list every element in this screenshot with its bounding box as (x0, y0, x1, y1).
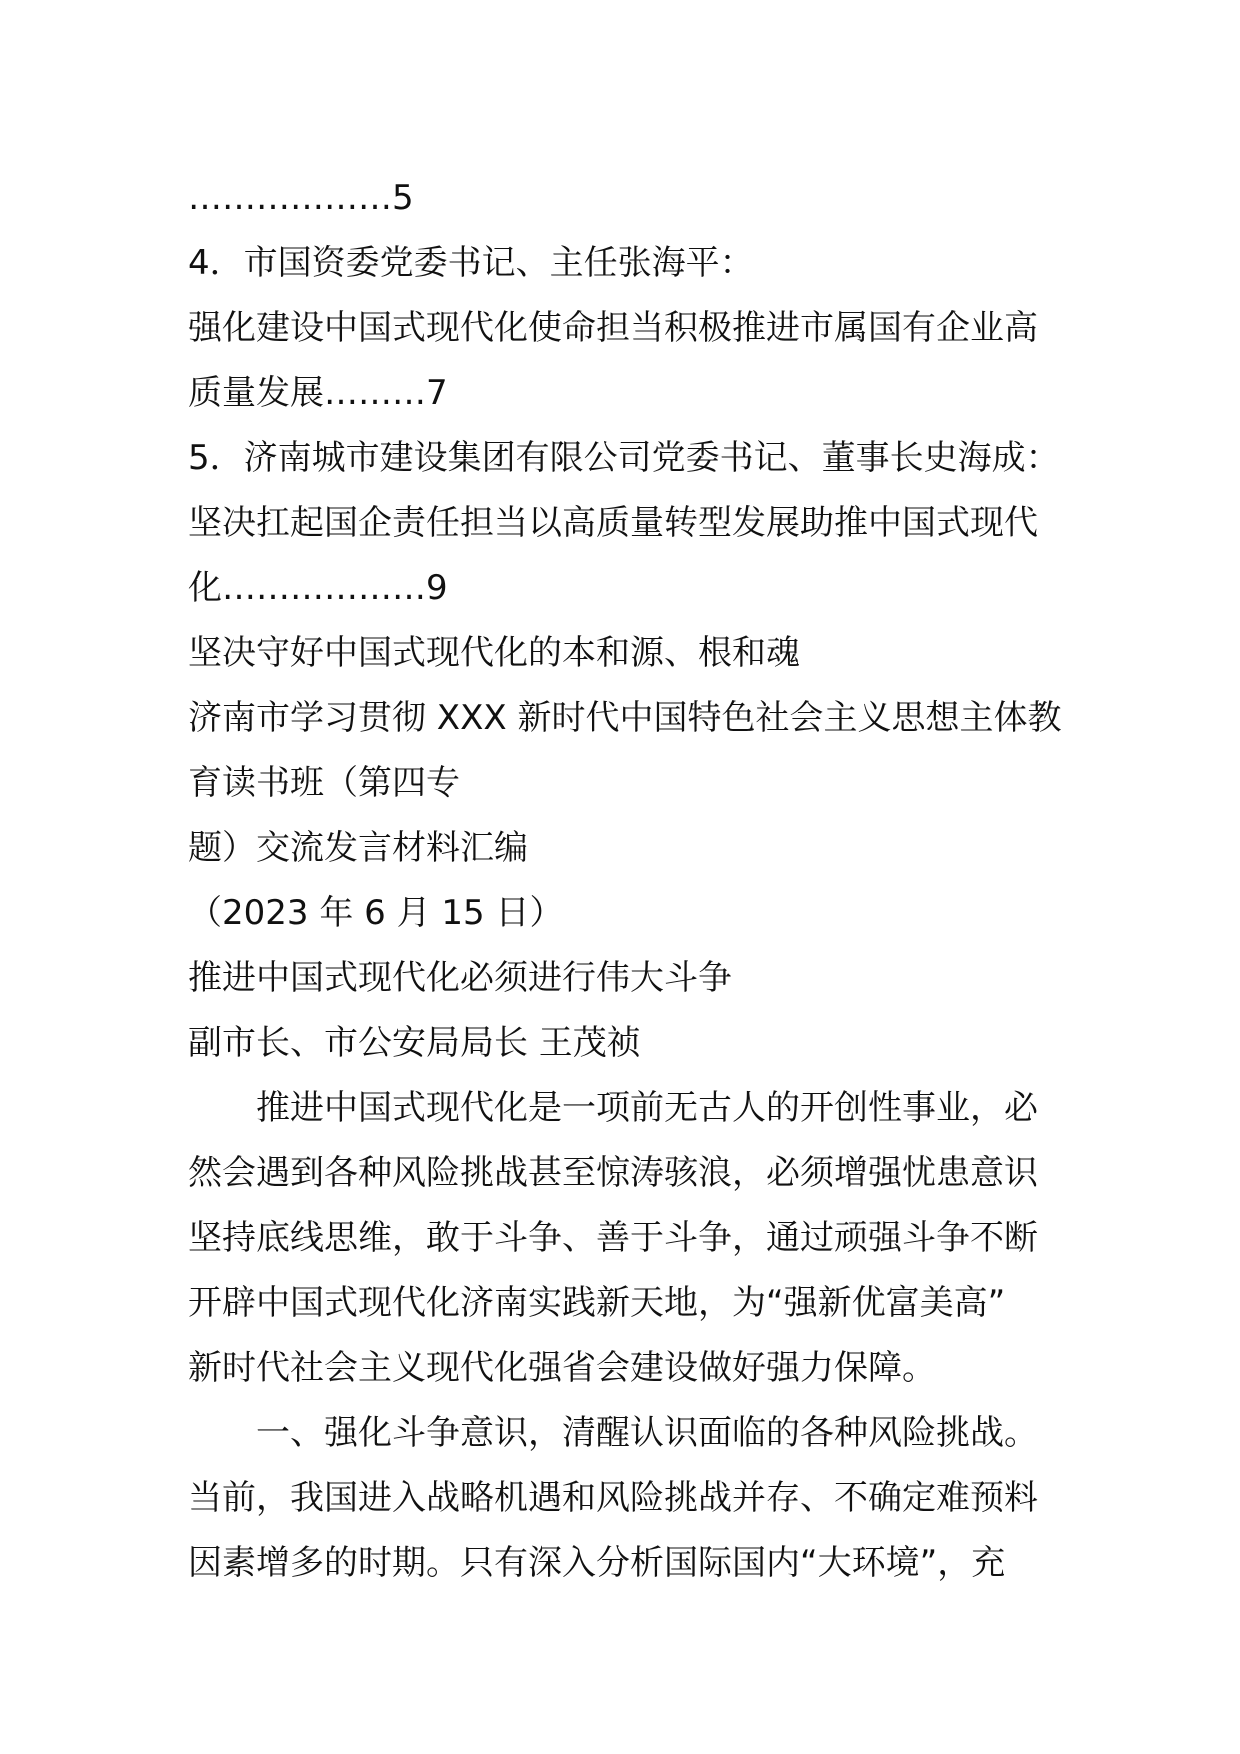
paragraph-line: 坚持底线思维，敢于斗争、善于斗争，通过顽强斗争不断 (188, 1218, 1038, 1258)
paragraph-line: 因素增多的时期。只有深入分析国际国内“大环境”，充 (188, 1543, 1006, 1583)
header-title-line3: 育读书班（第四专 (188, 763, 460, 803)
article-title: 推进中国式现代化必须进行伟大斗争 (188, 958, 732, 998)
header-date: （2023 年 6 月 15 日） (188, 893, 564, 933)
article-author: 副市长、市公安局局长 王茂祯 (188, 1023, 641, 1063)
toc-item-5-title: 5．济南城市建设集团有限公司党委书记、董事长史海成： (188, 438, 1060, 478)
article-paragraph-2 (188, 1401, 1068, 1596)
document-content (188, 166, 1068, 1596)
header-title-line4: 题）交流发言材料汇编 (188, 828, 528, 868)
toc-item-5-line2: 化………………9 (188, 568, 448, 608)
toc-dots-line: ………………5 (188, 178, 414, 218)
header-title-line2: 济南市学习贯彻 XXX 新时代中国特色社会主义思想主体教 (188, 698, 1062, 738)
section-heading-line: 一、强化斗争意识，清醒认识面临的各种风险挑战。 (256, 1413, 1038, 1453)
paragraph-line: 然会遇到各种风险挑战甚至惊涛骇浪，必须增强忧患意识 (188, 1153, 1038, 1193)
header-title-line1: 坚决守好中国式现代化的本和源、根和魂 (188, 633, 800, 673)
toc-item-4-line1: 强化建设中国式现代化使命担当积极推进市属国有企业高 (188, 308, 1038, 348)
paragraph-line: 当前，我国进入战略机遇和风险挑战并存、不确定难预料 (188, 1478, 1038, 1518)
paragraph-line: 推进中国式现代化是一项前无古人的开创性事业，必 (256, 1088, 1038, 1128)
toc-item-4-line2: 质量发展………7 (188, 373, 448, 413)
paragraph-line: 开辟中国式现代化济南实践新天地，为“强新优富美高” (188, 1283, 1006, 1323)
paragraph-line: 新时代社会主义现代化强省会建设做好强力保障。 (188, 1348, 936, 1388)
article-paragraph-1 (188, 1076, 1068, 1401)
toc-item-5-line1: 坚决扛起国企责任担当以高质量转型发展助推中国式现代 (188, 503, 1038, 543)
toc-item-4-title: 4．市国资委党委书记、主任张海平： (188, 243, 754, 283)
